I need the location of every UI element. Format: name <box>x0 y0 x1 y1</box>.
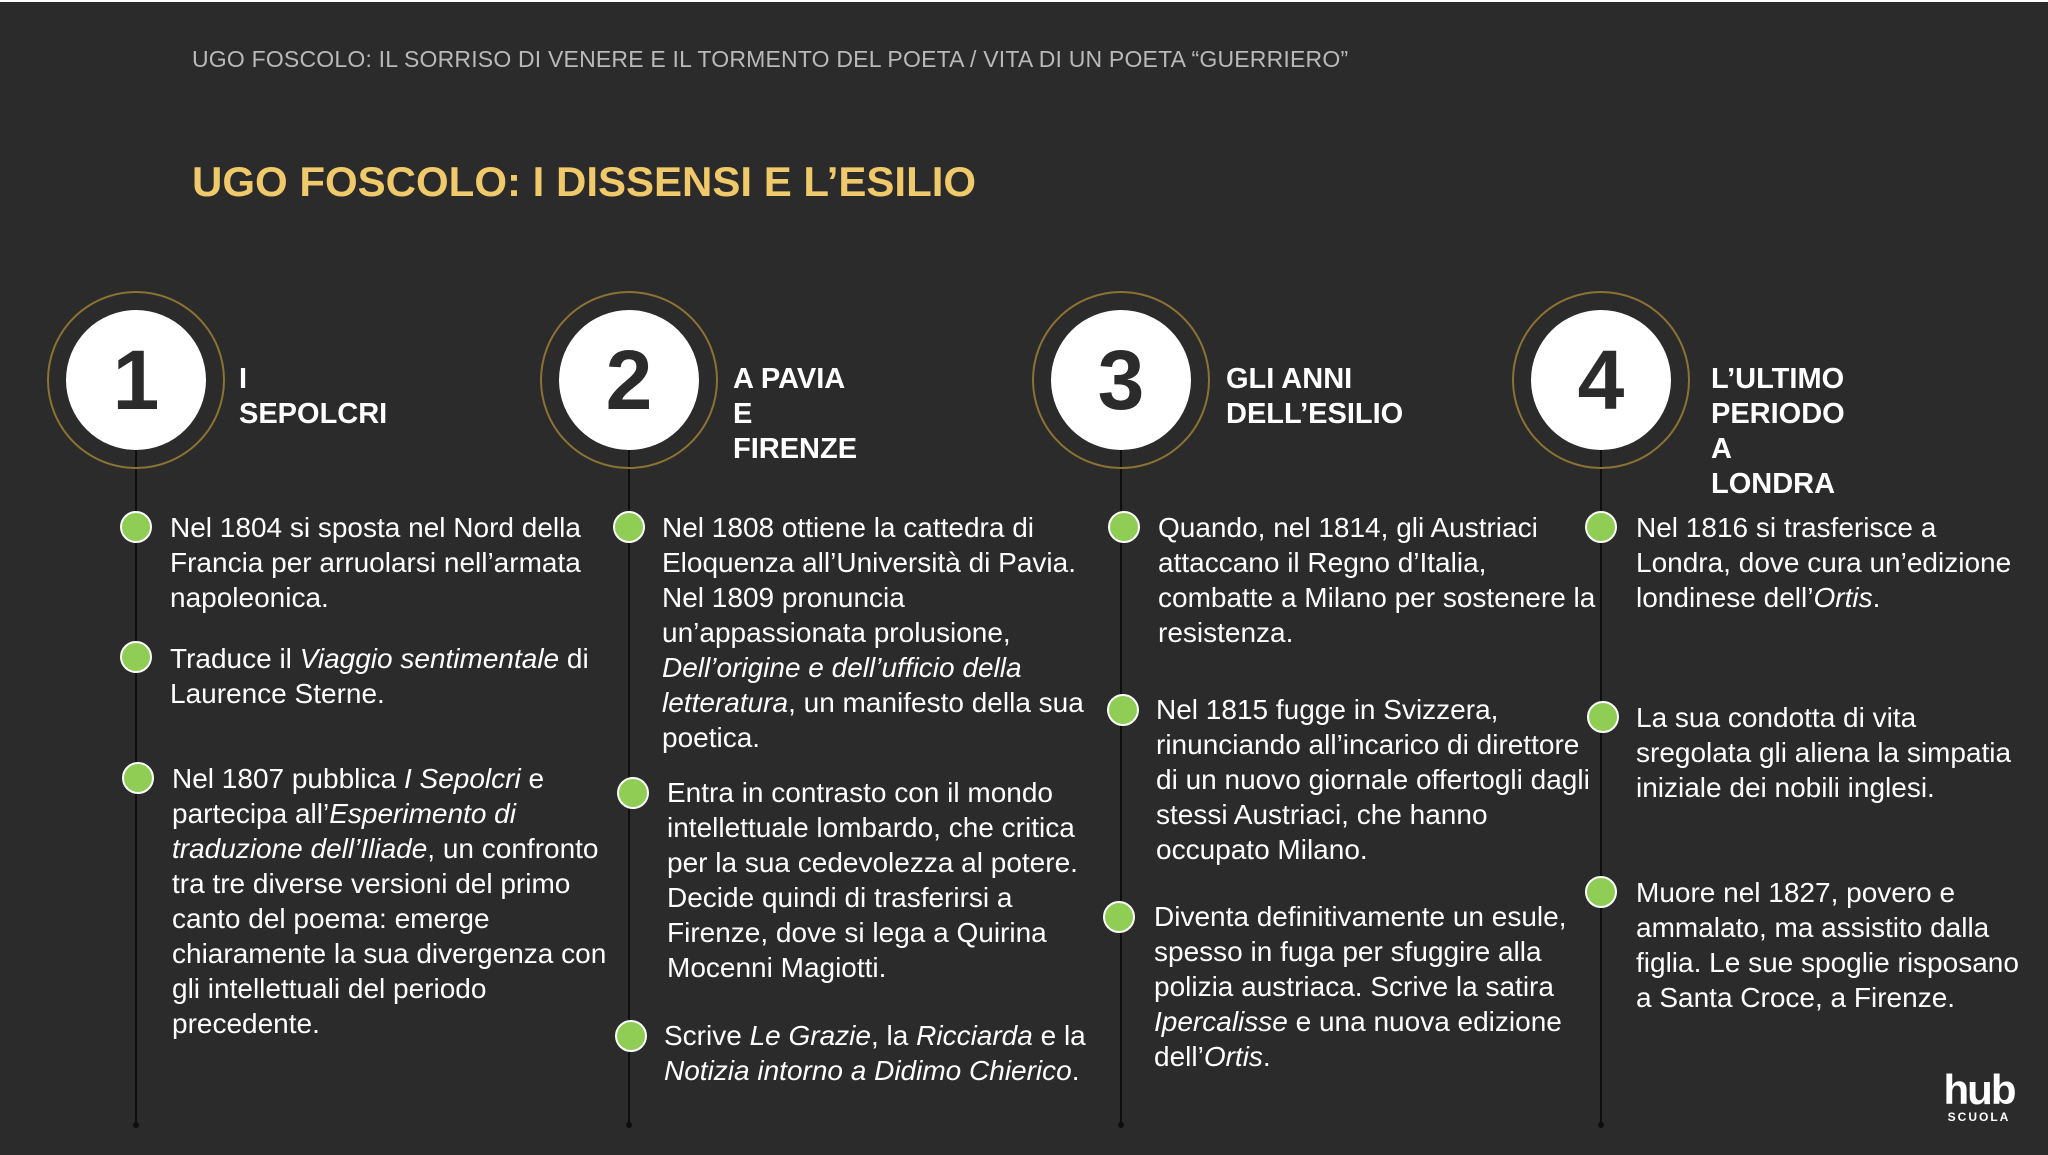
green-bullet <box>613 511 645 543</box>
step-number-circle: 3 <box>1051 310 1191 450</box>
hub-scuola-logo <box>1942 1066 2016 1124</box>
timeline-item-text <box>662 510 1112 755</box>
timeline-item-text <box>172 761 612 1041</box>
italic-title: Notizia intorno a Didimo Chierico <box>664 1055 1072 1086</box>
text-part: , un confronto tra tre diverse versioni del primo canto del poema: emerge chiaramente la sua divergenza con gli intellettuali del periodo precedente. <box>172 833 607 1039</box>
text-part: Nel 1807 pubblica <box>172 763 404 794</box>
timeline-item-text <box>1636 875 2026 1015</box>
text-part: , un manifesto della sua poetica. <box>662 687 1084 753</box>
text-part: Quando, nel 1814, gli Austriaci attaccano il Regno d’Italia, combatte a Milano per sostenere la resistenza. <box>1158 512 1596 648</box>
text-part: e partecipa all’ <box>172 763 545 829</box>
text-part: La sua condotta di vita sregolata gli aliena la simpatia iniziale dei nobili inglesi. <box>1636 702 2012 803</box>
timeline-item-text <box>1156 692 1606 867</box>
text-part: di Laurence Sterne. <box>170 643 589 709</box>
text-part: Nel 1816 si trasferisce a Londra, dove cura un’edizione londinese dell’ <box>1636 512 2012 613</box>
italic-title: Ortis <box>1813 582 1873 613</box>
logo-main-text: hub <box>1943 1066 2015 1113</box>
green-bullet <box>1108 511 1140 543</box>
italic-title: Esperimento di traduzione dell’Iliade <box>172 798 516 864</box>
green-bullet <box>1585 511 1617 543</box>
timeline-line <box>1120 450 1122 1124</box>
green-bullet <box>617 777 649 809</box>
text-part: . <box>1872 582 1881 613</box>
italic-title: I Sepolcri <box>403 763 521 794</box>
green-bullet <box>1585 876 1617 908</box>
green-bullet <box>1103 901 1135 933</box>
timeline-item-text <box>1158 510 1608 650</box>
timeline-item-text <box>1154 899 1604 1074</box>
text-part: Diventa definitivamente un esule, spesso in fuga per sfuggire alla polizia austriaca. Scrive la satira <box>1154 901 1567 1002</box>
green-bullet <box>1107 694 1139 726</box>
text-part: Entra in contrasto con il mondo intellettuale lombardo, che critica per la sua cedevolezza al potere. Decide quindi di trasferirsi a Firenze, dove si lega a Quirina Mocenni Magiotti. <box>667 777 1078 983</box>
green-bullet <box>120 641 152 673</box>
green-bullet <box>122 762 154 794</box>
text-part: Nel 1804 si sposta nel Nord della Francia per arruolarsi nell’armata napoleonica. <box>170 512 581 613</box>
green-bullet <box>1587 701 1619 733</box>
timeline-item-text <box>170 510 610 615</box>
section-heading: GLI ANNI DELL’ESILIO <box>1226 363 1404 430</box>
top-edge <box>0 0 2048 2</box>
italic-title: Ortis <box>1203 1041 1263 1072</box>
step-number-circle: 4 <box>1531 310 1671 450</box>
section-heading: A PAVIA E FIRENZE <box>733 363 858 465</box>
breadcrumb: UGO FOSCOLO: IL SORRISO DI VENERE E IL TORMENTO DEL POETA / VITA DI UN POETA “GUERRIERO” <box>192 46 1349 72</box>
text-part: e la <box>1032 1020 1086 1051</box>
italic-title: Viaggio sentimentale <box>299 643 560 674</box>
text-part: . <box>1071 1055 1080 1086</box>
green-bullet <box>120 511 152 543</box>
text-part: e una nuova edizione dell’ <box>1154 1006 1562 1072</box>
section-heading: I SEPOLCRI <box>239 363 388 430</box>
text-part: Traduce il <box>170 643 300 674</box>
text-part: Nel 1808 ottiene la cattedra di Eloquenza all’Università di Pavia. Nel 1809 pronuncia un’appassionata prolusione, <box>662 512 1076 648</box>
italic-title: Ricciarda <box>916 1020 1033 1051</box>
timeline-end-dot <box>133 1122 139 1128</box>
italic-title: Dell’origine e dell’ufficio della letteratura <box>662 652 1022 718</box>
section-heading: L’ULTIMO PERIODO A LONDRA <box>1711 363 1845 500</box>
timeline-item-text <box>664 1018 1114 1088</box>
timeline-item-text <box>667 775 1117 985</box>
timeline-end-dot <box>626 1122 632 1128</box>
timeline-end-dot <box>1118 1122 1124 1128</box>
step-number-circle: 2 <box>559 310 699 450</box>
timeline-item-text <box>1636 700 2026 805</box>
italic-title: Ipercalisse <box>1154 1006 1288 1037</box>
page-title: UGO FOSCOLO: I DISSENSI E L’ESILIO <box>192 158 977 205</box>
text-part: , la <box>870 1020 917 1051</box>
step-number-circle: 1 <box>66 310 206 450</box>
italic-title: Le Grazie <box>749 1020 871 1051</box>
text-part: Scrive <box>664 1020 750 1051</box>
green-bullet <box>615 1020 647 1052</box>
text-part: Muore nel 1827, povero e ammalato, ma assistito dalla figlia. Le sue spoglie risposano a Santa Croce, a Firenze. <box>1636 877 2019 1013</box>
text-part: Nel 1815 fugge in Svizzera, rinunciando all’incarico di direttore di un nuovo giornale offertogli dagli stessi Austriaci, che hanno occupato Milano. <box>1156 694 1590 865</box>
timeline-line <box>1600 450 1602 1124</box>
timeline-item-text <box>1636 510 2026 615</box>
timeline-end-dot <box>1598 1122 1604 1128</box>
timeline-item-text <box>170 641 610 711</box>
logo-sub-text: SCUOLA <box>1947 1110 2011 1124</box>
text-part: . <box>1262 1041 1271 1072</box>
